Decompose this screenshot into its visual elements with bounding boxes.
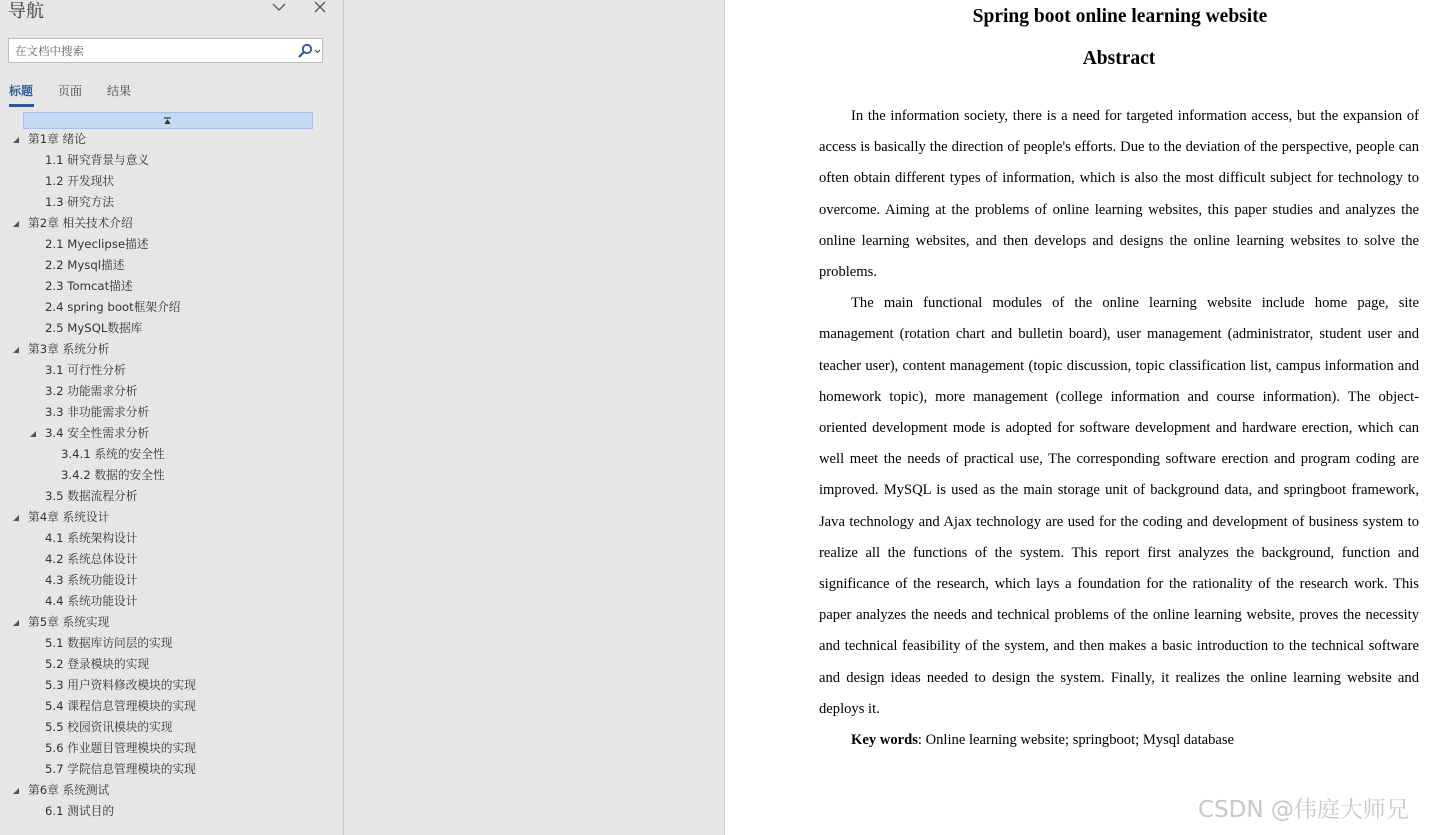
outline-item-label: 1.2 开发现状: [45, 174, 115, 188]
search-input[interactable]: [15, 42, 285, 59]
nav-title: 导航: [8, 1, 44, 22]
outline-section[interactable]: [0, 549, 343, 570]
outline-chapter[interactable]: [0, 507, 343, 528]
outline-section[interactable]: [0, 717, 343, 738]
expand-triangle-icon[interactable]: [12, 346, 20, 354]
outline-section[interactable]: [0, 570, 343, 591]
outline-item-label: 2.3 Tomcat描述: [45, 279, 133, 293]
outline-section[interactable]: [0, 255, 343, 276]
outline-section[interactable]: [0, 528, 343, 549]
outline-item-label: 第1章 绪论: [28, 132, 86, 146]
chevron-down-icon[interactable]: [271, 0, 287, 15]
expand-triangle-icon[interactable]: [12, 136, 20, 144]
outline-item-label: 4.3 系统功能设计: [45, 573, 138, 587]
search-options-button[interactable]: [296, 43, 322, 59]
keywords-line: [819, 725, 1419, 755]
outline-item-label: 5.1 数据库访问层的实现: [45, 636, 173, 650]
outline-section[interactable]: [0, 486, 343, 507]
jump-to-top-icon: [163, 117, 172, 125]
heading-outline: [0, 129, 343, 822]
document-page[interactable]: [725, 0, 1453, 835]
outline-item-label: 第6章 系统测试: [28, 783, 110, 797]
outline-item-label: 第2章 相关技术介绍: [28, 216, 133, 230]
outline-item-label: 3.4.1 系统的安全性: [61, 447, 165, 461]
outline-item-label: 3.5 数据流程分析: [45, 489, 138, 503]
outline-item-label: 3.3 非功能需求分析: [45, 405, 150, 419]
document-title: Spring boot online learning website: [972, 6, 1268, 27]
outline-section[interactable]: [0, 696, 343, 717]
outline-item-label: 3.1 可行性分析: [45, 363, 126, 377]
outline-item-label: 2.5 MySQL数据库: [45, 321, 143, 335]
outline-item-label: 1.1 研究背景与意义: [45, 153, 150, 167]
navigation-pane: [0, 0, 344, 835]
outline-section[interactable]: [0, 633, 343, 654]
abstract-paragraph-1: In the information society, there is a need for targeted information access, but the expansion of access is basically the direction of people's efforts. Due to the deviation of the perspective, people can often obtain different types of information, which is also the most difficult subject for technology to overcome. Aiming at the problems of online learning websites, this paper studies and analyzes the online learning websites, and then develops and designs the online learning websites to solve the problems.: [819, 108, 1419, 281]
outline-item-label: 5.2 登录模块的实现: [45, 657, 150, 671]
expand-triangle-icon[interactable]: [12, 514, 20, 522]
outline-section[interactable]: [0, 381, 343, 402]
keywords-text: : Online learning website; springboot; Mysql database: [917, 732, 1235, 749]
tab-headings[interactable]: 标题: [9, 84, 34, 98]
outline-item-label: 3.4 安全性需求分析: [45, 426, 150, 440]
outline-chapter[interactable]: [0, 612, 343, 633]
outline-item-label: 4.1 系统架构设计: [45, 531, 138, 545]
outline-item-label: 3.2 功能需求分析: [45, 384, 138, 398]
outline-item-label: 3.4.2 数据的安全性: [61, 468, 165, 482]
abstract-heading: Abstract: [1082, 48, 1156, 69]
outline-section[interactable]: [0, 318, 343, 339]
outline-item-label: 5.5 校园资讯模块的实现: [45, 720, 173, 734]
outline-section[interactable]: [0, 738, 343, 759]
jump-to-beginning-button[interactable]: [23, 112, 313, 129]
outline-section[interactable]: [0, 591, 343, 612]
expand-triangle-icon[interactable]: [12, 220, 20, 228]
outline-section[interactable]: [0, 759, 343, 780]
outline-item-label: 5.4 课程信息管理模块的实现: [45, 699, 196, 713]
keywords-label: Key words: [851, 732, 918, 749]
outline-item-label: 5.7 学院信息管理模块的实现: [45, 762, 196, 776]
outline-section[interactable]: [0, 192, 343, 213]
outline-item-label: 5.6 作业题目管理模块的实现: [45, 741, 196, 755]
active-tab-indicator: [9, 104, 34, 107]
outline-item-label: 4.2 系统总体设计: [45, 552, 138, 566]
outline-chapter[interactable]: [0, 780, 343, 801]
outline-section[interactable]: [0, 801, 343, 822]
outline-section[interactable]: [0, 402, 343, 423]
outline-item-label: 2.4 spring boot框架介绍: [45, 300, 181, 314]
expand-triangle-icon[interactable]: [12, 619, 20, 627]
outline-item-label: 第3章 系统分析: [28, 342, 110, 356]
expand-triangle-icon[interactable]: [29, 430, 37, 438]
outline-section[interactable]: [0, 297, 343, 318]
outline-section[interactable]: [0, 654, 343, 675]
outline-item-label: 6.1 测试目的: [45, 804, 115, 818]
outline-item-label: 4.4 系统功能设计: [45, 594, 138, 608]
tab-pages[interactable]: 页面: [58, 84, 83, 98]
abstract-body: [819, 101, 1419, 755]
tab-results[interactable]: 结果: [107, 84, 132, 98]
watermark: CSDN @伟庭大师兄: [1198, 797, 1409, 823]
search-icon: [296, 43, 322, 59]
search-box: [8, 38, 323, 63]
outline-item-label: 第4章 系统设计: [28, 510, 110, 524]
expand-triangle-icon[interactable]: [12, 787, 20, 795]
outline-item-label: 2.1 Myeclipse描述: [45, 237, 149, 251]
outline-item-label: 1.3 研究方法: [45, 195, 115, 209]
outline-section[interactable]: [0, 444, 343, 465]
document-margin-area: [344, 0, 725, 835]
abstract-paragraph-2: The main functional modules of the online learning website include home page, site management (rotation chart and bulletin board), user management (administrator, student user and teacher user), content management (topic discussion, topic classification list, campus information and homework topic), more management (college information and course information). The object-oriented development mode is adopted for software development and hardware erection, which can well meet the needs of practical use, The corresponding software erection and program coding are improved. MySQL is used as the main storage unit of background data, and springboot framework, Java technology and Ajax technology are used for the coding and development of business system to realize all the functions of the system. This report first analyzes the background, function and significance of the research, which lays a foundation for the rationality of the research work. This paper analyzes the needs and technical problems of the online learning website, proves the necessity and technical feasibility of the system, and then makes a basic introduction to the technical software and design ideas needed to design the system. Finally, it realizes the online learning website and deploys it.: [819, 295, 1419, 717]
outline-section[interactable]: [0, 234, 343, 255]
outline-section[interactable]: [0, 465, 343, 486]
close-icon[interactable]: [312, 0, 328, 15]
outline-chapter[interactable]: [0, 339, 343, 360]
outline-item-label: 5.3 用户资料修改模块的实现: [45, 678, 196, 692]
outline-section[interactable]: [0, 150, 343, 171]
outline-chapter[interactable]: [0, 213, 343, 234]
outline-item-label: 第5章 系统实现: [28, 615, 110, 629]
outline-chapter[interactable]: [0, 129, 343, 150]
outline-section[interactable]: [0, 360, 343, 381]
outline-section[interactable]: [0, 171, 343, 192]
outline-item-label: 2.2 Mysql描述: [45, 258, 125, 272]
outline-section[interactable]: [0, 276, 343, 297]
outline-section[interactable]: [0, 423, 343, 444]
outline-section[interactable]: [0, 675, 343, 696]
